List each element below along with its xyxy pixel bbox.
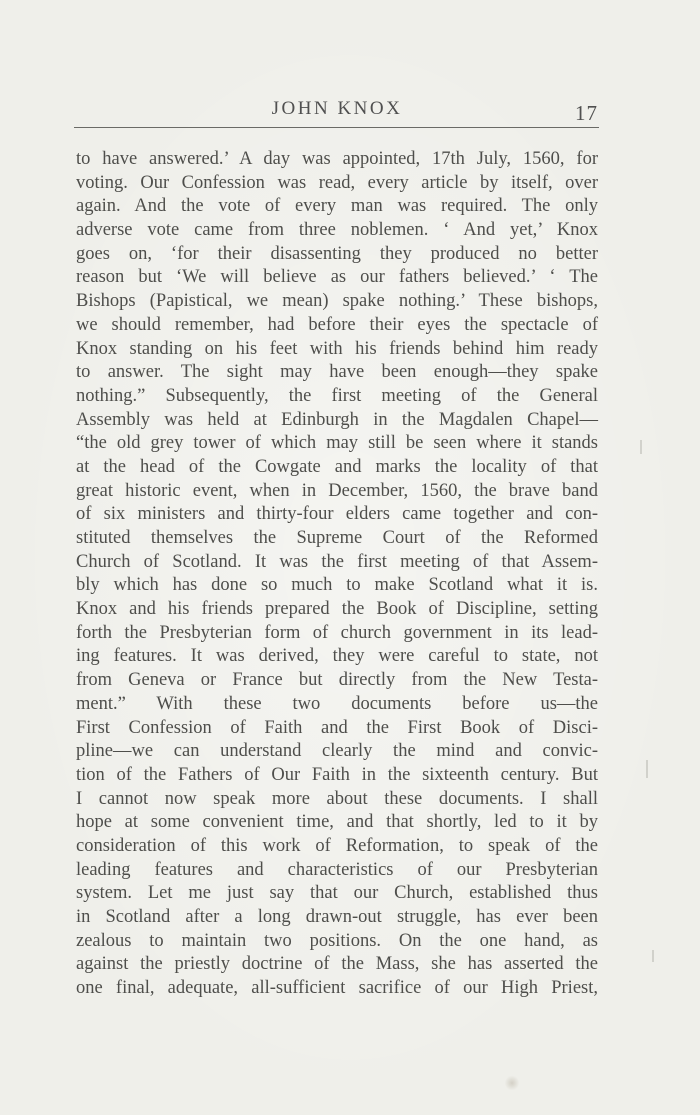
text-line: tion of the Fathers of Our Faith in the sixteenth century. But — [76, 764, 598, 785]
text-line: Church of Scotland. It was the first meeting of that Assem- — [76, 551, 598, 572]
margin-mark — [640, 440, 642, 454]
text-line: goes on, ‘for their disassenting they produced no better — [76, 243, 598, 264]
header-rule — [74, 127, 599, 128]
text-line: pline—we can understand clearly the mind and convic- — [76, 741, 598, 762]
text-line: Knox standing on his feet with his friends behind him ready — [76, 338, 598, 359]
text-line: voting. Our Confession was read, every article by itself, over — [76, 172, 598, 193]
page-header — [76, 98, 598, 128]
text-line: to answer. The sight may have been enough—they spake — [76, 362, 598, 383]
text-line: adverse vote came from three noblemen. ‘ And yet,’ Knox — [76, 220, 598, 241]
page-number: 17 — [575, 101, 598, 125]
running-title: JOHN KNOX — [271, 98, 403, 119]
text-line: system. Let me just say that our Church, established thus — [76, 883, 598, 904]
text-line: zealous to maintain two positions. On the one hand, as — [76, 930, 598, 951]
margin-mark — [646, 760, 648, 778]
text-line: one final, adequate, all-sufficient sacrifice of our High Priest, — [76, 978, 598, 999]
text-line: bly which has done so much to make Scotland what it is. — [76, 575, 598, 596]
text-line: I cannot now speak more about these documents. I shall — [76, 788, 598, 809]
text-line: in Scotland after a long drawn-out struggle, has ever been — [76, 907, 598, 927]
text-line: forth the Presbyterian form of church government in its lead- — [76, 622, 598, 643]
text-line: “the old grey tower of which may still be seen where it stands — [76, 433, 598, 454]
text-line: Assembly was held at Edinburgh in the Magdalen Chapel— — [76, 409, 598, 430]
text-line: hope at some convenient time, and that shortly, led to it by — [76, 812, 598, 833]
text-line: Knox and his friends prepared the Book of Discipline, setting — [76, 599, 598, 620]
margin-mark — [652, 950, 654, 962]
text-line: First Confession of Faith and the First Book of Disci- — [76, 717, 598, 738]
text-line: from Geneva or France but directly from the New Testa- — [76, 670, 598, 691]
body-text — [76, 148, 598, 1001]
text-line: at the head of the Cowgate and marks the locality of that — [76, 456, 598, 477]
text-line: leading features and characteristics of our Presbyterian — [76, 859, 598, 880]
text-line: to have answered.’ A day was appointed, 17th July, 1560, for — [76, 149, 598, 169]
text-line: consideration of this work of Reformation, to speak of the — [76, 835, 598, 856]
text-line: nothing.” Subsequently, the first meeting of the General — [76, 385, 598, 406]
text-line: reason but ‘We will believe as our fathers believed.’ ‘ The — [76, 267, 598, 288]
text-line: Bishops (Papistical, we mean) spake nothing.’ These bishops, — [76, 291, 598, 312]
text-line: ing features. It was derived, they were careful to state, not — [76, 646, 598, 667]
text-line: of six ministers and thirty-four elders came together and con- — [76, 504, 598, 525]
text-line: ment.” With these two documents before us—the — [76, 693, 598, 714]
text-line: again. And the vote of every man was required. The only — [76, 196, 598, 217]
text-line: great historic event, when in December, 1560, the brave band — [76, 480, 598, 501]
text-line: stituted themselves the Supreme Court of the Reformed — [76, 528, 598, 548]
text-line: we should remember, had before their eyes the spectacle of — [76, 314, 598, 335]
text-line: against the priestly doctrine of the Mass, she has asserted the — [76, 954, 598, 975]
paper-stain — [505, 1075, 519, 1091]
